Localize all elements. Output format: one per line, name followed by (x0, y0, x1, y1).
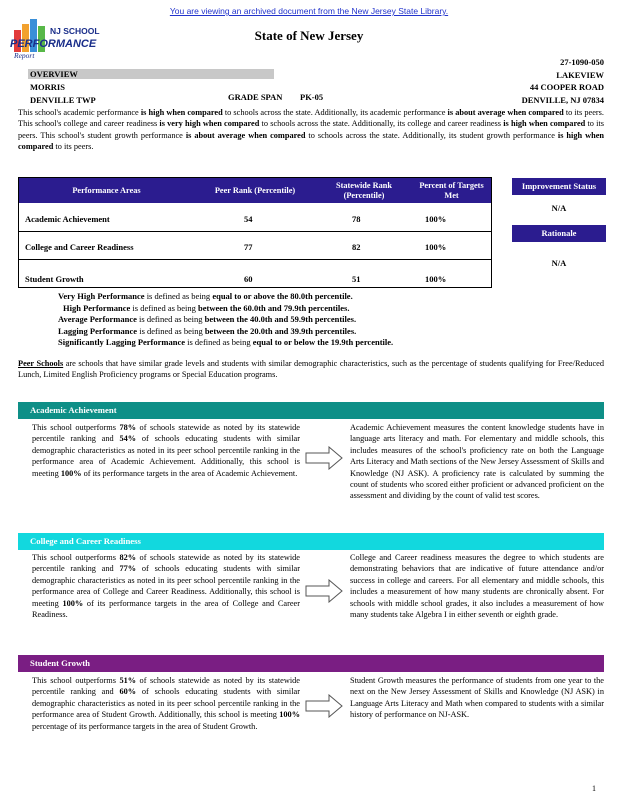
logo-line2: PERFORMANCE (10, 38, 97, 50)
row-divider (19, 231, 491, 232)
grade-span-label: GRADE SPAN (228, 92, 283, 102)
school-city: DENVILLE, NJ 07834 (521, 95, 604, 105)
definition-lagging: Lagging Performance is defined as being between the 20.0th and 39.9th percentiles. (58, 325, 357, 336)
page-title: State of New Jersey (254, 28, 364, 43)
academic-achievement-summary: This school outperforms 78% of schools statewide as noted by its statewide percentile ranking and 54% of schools educating students with similar demographic characteristics as noted in its peer school percentile ranking in the performance area of Academic Achievement. Additionally, this school is meeting 100% of its performance targets in the area of Academic Achievement. (32, 423, 300, 478)
school-name: LAKEVIEW (556, 70, 604, 80)
county-name: MORRIS (30, 82, 65, 92)
grade-span-value: PK-05 (300, 92, 324, 102)
section-header-student-growth: Student Growth (18, 655, 604, 672)
row-targets-met: 100% (425, 274, 447, 284)
college-career-description: College and Career readiness measures the degree to which students are demonstrating behaviors that are indicative of future attendance and/or success in college and careers. For all elementary and middle schools, this includes a measurement of how many students are chronically absent. For schools with middle school grades, it also includes a measurement of how many students take Algebra I in either seventh or eighth grade. (350, 553, 604, 620)
definition-high: High Performance is defined as being between the 60.0th and 79.9th percentiles. (63, 302, 350, 313)
header-performance-areas: Performance Areas (72, 185, 141, 195)
school-address: 44 COOPER ROAD (529, 82, 604, 92)
row-statewide-rank: 78 (352, 214, 361, 224)
peer-schools-definition: Peer Schools are schools that have similar grade levels and students with similar demographic characteristics, such as the percentage of students qualifying for Free/Reduced Lunch, Limited English Proficiency programs or Special Education programs. (18, 359, 604, 380)
academic-achievement-description: Academic Achievement measures the content knowledge students have in language arts literacy and math. For elementary and middle schools, this includes measures of the school's proficiency rate on both the Language Arts Literacy and Math sections of the New Jersey Assessment of Skills and Knowledge (NJ ASK). A proficiency rate is calculated by summing the count of students who scored either proficient or advanced proficient on the assessment and dividing by the count of valid test scores. (350, 423, 604, 501)
page-number: 1 (592, 784, 596, 793)
arrow-right-icon (305, 694, 343, 718)
performance-definitions (58, 291, 393, 349)
row-area: Academic Achievement (25, 214, 110, 224)
definition-significantly-lagging: Significantly Lagging Performance is defined as being equal to or below the 19.9th percentile. (58, 337, 394, 347)
row-targets-met: 100% (425, 214, 447, 224)
school-code: 27-1090-050 (560, 57, 604, 67)
section-header-college-career-readiness: College and Career Readiness (18, 533, 604, 550)
performance-summary: This school's academic performance is high when compared to schools across the state. Additionally, its academic performance is about average when compared to its peers. This school's college and career readiness is very high when compared to schools across the state. Additionally, its college and career readiness is high when compared to its peers. This school's student growth performance is about average when compared to schools across the state. Additionally, its student growth performance is high when compared to its peers. (18, 108, 604, 152)
arrow-right-icon (305, 446, 343, 470)
row-peer-rank: 77 (244, 242, 253, 252)
rationale-header: Rationale (512, 225, 606, 242)
header-targets-met: Percent of Targets Met (419, 180, 484, 200)
header-statewide-rank: Statewide Rank (Percentile) (335, 180, 392, 200)
logo-line3: Report (14, 51, 35, 60)
row-divider (19, 259, 491, 260)
improvement-status-value: N/A (551, 203, 567, 213)
student-growth-description: Student Growth measures the performance of students from one year to the next on the New Jersey Assessment of Skills and Knowledge (NJ ASK) in Language Arts Literacy and Math when compared to students with a similar history of performance on NJ-ASK. (350, 676, 604, 720)
row-statewide-rank: 51 (352, 274, 361, 284)
overview-bar: OVERVIEW (28, 69, 274, 79)
rationale-value: N/A (551, 258, 567, 268)
row-area: Student Growth (25, 274, 84, 284)
definition-average: Average Performance is defined as being between the 40.0th and 59.9th percentiles. (58, 314, 357, 324)
logo-line1: NJ SCHOOL (50, 26, 100, 36)
district-name: DENVILLE TWP (30, 95, 96, 105)
performance-table (18, 177, 492, 288)
section-header-academic-achievement: Academic Achievement (18, 402, 604, 419)
student-growth-summary: This school outperforms 51% of schools statewide as noted by its statewide percentile ranking and 60% of schools educating students with similar demographic characteristics as noted in its peer school percentile ranking in the performance area of Student Growth. Additionally, this school is meeting 100% percentage of its performance targets in the area of Student Growth. (32, 676, 300, 731)
definition-very-high: Very High Performance is defined as being equal to or above the 80.0th percentile. (58, 291, 353, 301)
row-peer-rank: 54 (244, 214, 253, 224)
table-header-row (19, 178, 491, 203)
college-career-summary: This school outperforms 82% of schools statewide as noted by its statewide percentile ranking and 77% of schools educating students with similar demographic characteristics as noted in its peer school percentile ranking in the performance area of College and Career Readiness. Additionally, this school is meeting 100% of its performance targets in the area of College and Career Readiness. (32, 553, 300, 620)
row-area: College and Career Readiness (25, 242, 134, 252)
row-peer-rank: 60 (244, 274, 253, 284)
header-peer-rank: Peer Rank (Percentile) (214, 185, 296, 195)
archive-banner-link[interactable]: You are viewing an archived document from the New Jersey State Library. (169, 6, 449, 16)
arrow-right-icon (305, 579, 343, 603)
nj-school-performance-logo (10, 16, 120, 72)
improvement-status-header: Improvement Status (512, 178, 606, 195)
row-statewide-rank: 82 (352, 242, 361, 252)
row-targets-met: 100% (425, 242, 447, 252)
